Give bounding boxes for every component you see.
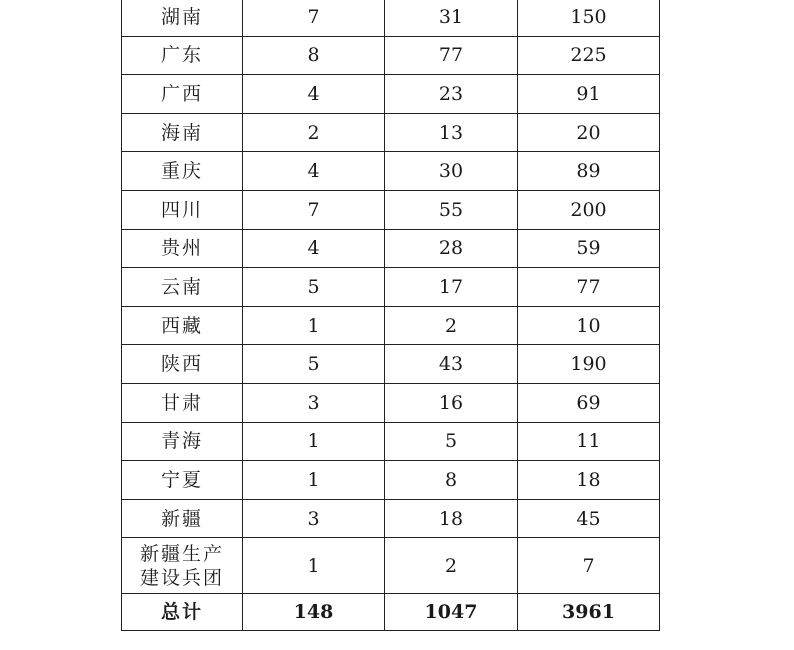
value-cell: 7 xyxy=(243,190,385,229)
table-row xyxy=(122,75,660,114)
value-cell: 190 xyxy=(518,345,660,384)
region-cell-corps xyxy=(122,538,243,594)
total-value: 148 xyxy=(243,594,385,631)
value-cell: 150 xyxy=(518,0,660,36)
value-cell: 5 xyxy=(385,422,518,461)
value-cell: 31 xyxy=(385,0,518,36)
region-line-1: 新疆生产 xyxy=(139,542,224,565)
value-cell: 8 xyxy=(385,461,518,500)
value-cell: 10 xyxy=(518,306,660,345)
value-cell: 8 xyxy=(243,36,385,75)
value-cell: 1 xyxy=(243,461,385,500)
region-cell: 甘肃 xyxy=(122,383,243,422)
value-cell: 2 xyxy=(385,538,518,594)
region-cell: 重庆 xyxy=(122,152,243,191)
value-cell: 69 xyxy=(518,383,660,422)
value-cell: 18 xyxy=(385,499,518,538)
value-cell: 4 xyxy=(243,75,385,114)
region-line-2: 建设兵团 xyxy=(139,566,224,589)
table-row xyxy=(122,268,660,307)
table-row xyxy=(122,345,660,384)
value-cell: 18 xyxy=(518,461,660,500)
value-cell: 3 xyxy=(243,499,385,538)
value-cell: 225 xyxy=(518,36,660,75)
table-row xyxy=(122,422,660,461)
total-value: 3961 xyxy=(518,594,660,631)
total-label: 总计 xyxy=(122,594,243,631)
value-cell: 77 xyxy=(385,36,518,75)
table-row xyxy=(122,383,660,422)
region-cell: 青海 xyxy=(122,422,243,461)
value-cell: 89 xyxy=(518,152,660,191)
value-cell: 2 xyxy=(385,306,518,345)
region-cell: 西藏 xyxy=(122,306,243,345)
table-row xyxy=(122,0,660,36)
region-cell: 广东 xyxy=(122,36,243,75)
table-row-corps xyxy=(122,538,660,594)
region-cell: 陕西 xyxy=(122,345,243,384)
value-cell: 59 xyxy=(518,229,660,268)
value-cell: 3 xyxy=(243,383,385,422)
value-cell: 45 xyxy=(518,499,660,538)
value-cell: 43 xyxy=(385,345,518,384)
value-cell: 17 xyxy=(385,268,518,307)
table-row xyxy=(122,36,660,75)
value-cell: 91 xyxy=(518,75,660,114)
total-value: 1047 xyxy=(385,594,518,631)
table-row xyxy=(122,190,660,229)
value-cell: 77 xyxy=(518,268,660,307)
value-cell: 20 xyxy=(518,113,660,152)
total-row xyxy=(122,594,660,631)
value-cell: 200 xyxy=(518,190,660,229)
value-cell: 11 xyxy=(518,422,660,461)
value-cell: 5 xyxy=(243,268,385,307)
region-cell: 广西 xyxy=(122,75,243,114)
region-cell: 宁夏 xyxy=(122,461,243,500)
table-row xyxy=(122,499,660,538)
value-cell: 55 xyxy=(385,190,518,229)
value-cell: 16 xyxy=(385,383,518,422)
value-cell: 1 xyxy=(243,306,385,345)
table-row xyxy=(122,229,660,268)
table-row xyxy=(122,306,660,345)
table-body xyxy=(122,0,660,631)
value-cell: 13 xyxy=(385,113,518,152)
table-row xyxy=(122,461,660,500)
value-cell: 5 xyxy=(243,345,385,384)
table-row xyxy=(122,113,660,152)
value-cell: 1 xyxy=(243,538,385,594)
statistics-table xyxy=(121,0,660,631)
value-cell: 4 xyxy=(243,229,385,268)
value-cell: 2 xyxy=(243,113,385,152)
region-cell: 海南 xyxy=(122,113,243,152)
value-cell: 7 xyxy=(243,0,385,36)
region-cell: 新疆 xyxy=(122,499,243,538)
region-cell: 四川 xyxy=(122,190,243,229)
value-cell: 28 xyxy=(385,229,518,268)
value-cell: 30 xyxy=(385,152,518,191)
value-cell: 4 xyxy=(243,152,385,191)
table-row xyxy=(122,152,660,191)
region-cell: 贵州 xyxy=(122,229,243,268)
region-cell: 云南 xyxy=(122,268,243,307)
region-cell: 湖南 xyxy=(122,0,243,36)
value-cell: 23 xyxy=(385,75,518,114)
value-cell: 1 xyxy=(243,422,385,461)
value-cell: 7 xyxy=(518,538,660,594)
